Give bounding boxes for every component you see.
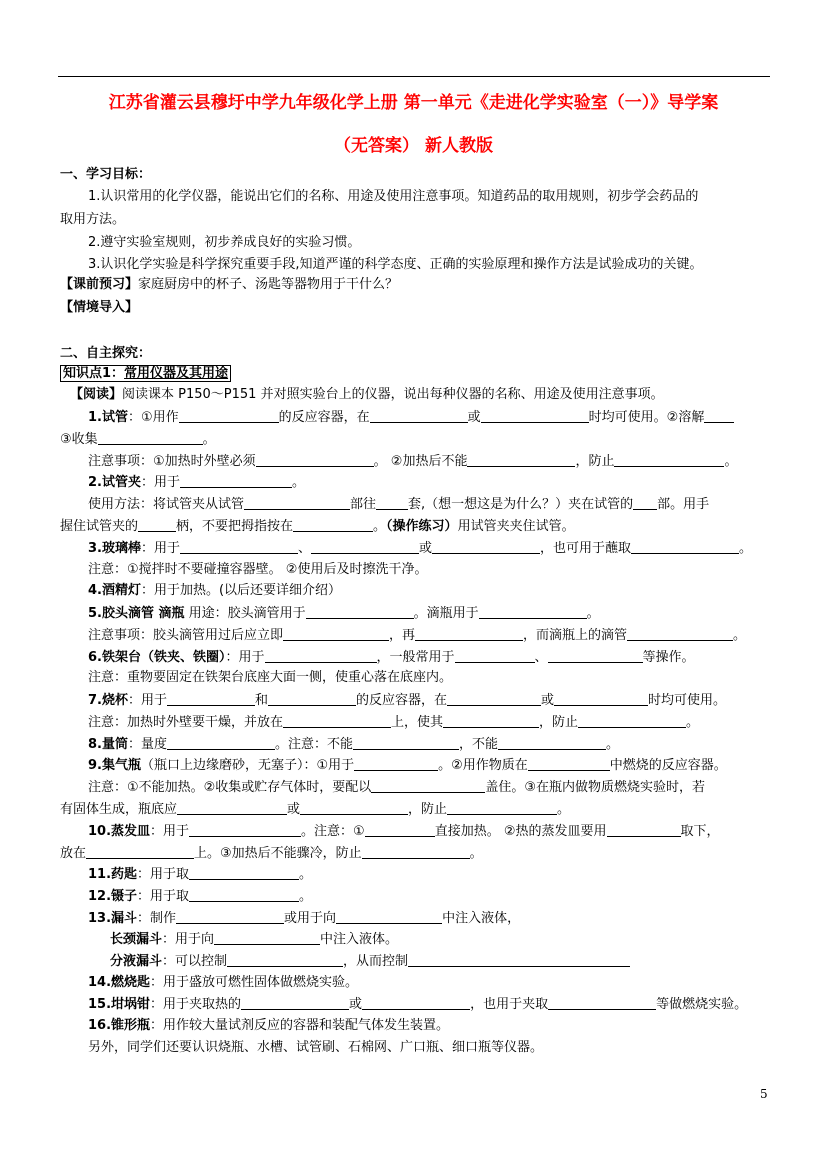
read-line (70, 387, 664, 403)
blank (306, 605, 414, 619)
text: 取下， (680, 824, 720, 839)
text: ：用于夹取热的 (150, 997, 242, 1012)
blank (283, 714, 391, 728)
text: ，不能 (459, 737, 499, 752)
blank (138, 518, 176, 532)
item-8-name: 8.量筒 (88, 737, 128, 752)
read-text: 阅读课本 P150～P151 并对照实验台上的仪器，说出每种仪器的名称、用途及使用注意事项。 (122, 387, 664, 402)
knowledge-point-1 (60, 366, 231, 382)
text: 中注入液体。 (320, 932, 399, 947)
text: 。 (469, 846, 483, 861)
item-6-name: 6.铁架台（铁夹、铁圈） (88, 650, 226, 665)
blank (447, 692, 541, 706)
item-5-line (88, 605, 600, 622)
text: 柄，不要把拇指按在 (176, 519, 294, 534)
text: ，再 (389, 628, 416, 643)
knowledge-title: 常用仪器及其用途 (124, 366, 229, 381)
text: 。 (739, 541, 753, 556)
long-funnel-name: 长颈漏斗 (110, 932, 163, 947)
document-title-line1: 江苏省灌云县穆圩中学九年级化学上册 第一单元《走进化学实验室（一）》导学案 (108, 93, 719, 113)
text: ：用于 (127, 693, 167, 708)
item-9-name: 9.集气瓶 (88, 758, 141, 773)
item-13-line (88, 910, 520, 927)
text: 用途：胶头滴管用于 (184, 606, 306, 621)
text: 放在 (60, 846, 87, 861)
objective-2: 2.遵守实验室规则，初步养成良好的实验习惯。 (88, 235, 361, 250)
text: ，防止 (575, 454, 615, 469)
text: 用试管夹夹住试管。 (457, 519, 575, 534)
item-2-name: 2.试管夹 (88, 475, 141, 490)
text: ：用于 (140, 541, 180, 556)
text: ，一般常用于 (376, 650, 455, 665)
text: ：用于 (225, 650, 265, 665)
blank (607, 823, 681, 837)
text: ：用于取 (137, 889, 190, 904)
text: ，而滴瓶上的滴管 (523, 628, 628, 643)
item-1-name: 1.试管 (88, 410, 128, 425)
item-11-name: 11.药匙 (88, 867, 138, 882)
item-9-notes (88, 779, 705, 796)
text: 上，使其 (391, 715, 444, 730)
text: ，从而控制 (343, 954, 409, 969)
blank (189, 866, 299, 880)
text: 直接加热。 ②热的蒸发皿要用 (434, 824, 607, 839)
blank (455, 649, 535, 663)
blank (631, 540, 739, 554)
item-1-line2 (60, 431, 216, 448)
blank (214, 931, 320, 945)
text: ：量度 (127, 737, 167, 752)
item-10-line2 (60, 845, 483, 862)
text: 。②用作物质在 (438, 758, 528, 773)
blank (353, 736, 459, 750)
item-15-name: 15.坩埚钳 (88, 997, 151, 1012)
text: 或 (541, 693, 555, 708)
header-rule (58, 76, 770, 77)
preview-line (60, 277, 398, 293)
text: 。 ②加热后不能 (373, 454, 468, 469)
text: ：用于向 (162, 932, 215, 947)
item-2-line (88, 474, 305, 491)
text: 或用于向 (284, 911, 337, 926)
item-5-notes (88, 627, 746, 644)
intro-label: 【情境导入】 (60, 300, 139, 315)
blank (614, 453, 724, 467)
text: 等操作。 (642, 650, 695, 665)
text: 。 (557, 802, 571, 817)
text: 。注意：① (301, 824, 365, 839)
knowledge-label: 知识点1： (63, 366, 125, 381)
item-2-usage (88, 496, 709, 513)
text: 。 (606, 737, 620, 752)
item-9-notes2 (60, 801, 570, 818)
text: 。 (299, 889, 313, 904)
text: 等做燃烧实验。 (656, 997, 748, 1012)
blank (362, 996, 470, 1010)
text: 或 (287, 802, 301, 817)
document-title-line2: （无答案） 新人教版 (334, 136, 493, 156)
blank (498, 736, 606, 750)
blank (167, 692, 255, 706)
text: ：用作较大量试剂反应的容器和装配气体发生装置。 (150, 1018, 450, 1033)
other-instruments: 另外，同学们还要认识烧瓶、水槽、试管刷、石棉网、广口瓶、细口瓶等仪器。 (88, 1040, 544, 1055)
item-6-notes: 注意：重物要固定在铁架台底座大面一侧，使重心落在底座内。 (88, 670, 453, 685)
text: ：用于 (150, 824, 190, 839)
text: 盖住。③在瓶内做物质燃烧实验时，若 (485, 780, 705, 795)
text: 或 (467, 410, 481, 425)
text: ，防止 (408, 802, 448, 817)
text: 。注意：不能 (275, 737, 354, 752)
item-10-name: 10.蒸发皿 (88, 824, 151, 839)
text: ，也用于夹取 (470, 997, 549, 1012)
text: ：用于 (140, 475, 180, 490)
text: 时均可使用。 (648, 693, 727, 708)
text: 中燃烧的反应容器。 (609, 758, 727, 773)
item-9-line (88, 757, 727, 774)
item-14-line (88, 975, 358, 991)
preview-text: 家庭厨房中的杯子、汤匙等器物用于干什么？ (138, 277, 399, 292)
item-8-line (88, 736, 619, 753)
text: 。 (202, 432, 216, 447)
text: 、 (534, 650, 548, 665)
item-11-line (88, 866, 312, 883)
item-7-name: 7.烧杯 (88, 693, 128, 708)
item-4-line (88, 583, 341, 599)
blank (578, 714, 686, 728)
item-15-line (88, 996, 747, 1013)
item-3-notes: 注意：①搅拌时不要碰撞容器壁。 ②使用后及时擦洗干净。 (88, 562, 428, 577)
page-number: 5 (760, 1087, 768, 1101)
text: ，防止 (539, 715, 579, 730)
text: 握住试管夹的 (60, 519, 139, 534)
item-1-notes (88, 453, 737, 470)
text: 。 (373, 519, 387, 534)
item-10-line (88, 823, 720, 840)
blank (227, 953, 343, 967)
blank (293, 518, 373, 532)
text: 使用方法：将试管夹从试管 (88, 497, 245, 512)
text: 。 (724, 454, 738, 469)
blank (554, 692, 648, 706)
item-16-line (88, 1018, 449, 1034)
item-13-long (110, 931, 398, 948)
text: 的反应容器，在 (356, 693, 448, 708)
blank (408, 953, 630, 967)
blank (415, 627, 523, 641)
blank (86, 845, 194, 859)
text: ：用于取 (137, 867, 190, 882)
text: 的反应容器，在 (278, 410, 370, 425)
blank (479, 605, 587, 619)
blank (300, 801, 408, 815)
item-2-usage2 (60, 518, 575, 535)
blank (371, 779, 485, 793)
blank (189, 888, 299, 902)
blank (180, 474, 292, 488)
text: 时均可使用。②溶解 (588, 410, 705, 425)
text: 。 (292, 475, 306, 490)
blank (432, 540, 540, 554)
text: 部。用手 (657, 497, 710, 512)
text: （瓶口上边缘磨砂，无塞子）：①用于 (140, 758, 355, 773)
blank (354, 757, 438, 771)
text: ，也可用于蘸取 (540, 541, 632, 556)
text: 上。③加热后不能骤冷，防止 (194, 846, 362, 861)
text: 或 (419, 541, 433, 556)
objective-1b: 取用方法。 (60, 212, 126, 227)
preview-label: 【课前预习】 (60, 277, 139, 292)
text: 中注入液体， (442, 911, 521, 926)
text: 部往 (350, 497, 377, 512)
text: 注意：①不能加热。②收集或贮存气体时，要配以 (88, 780, 372, 795)
text: 和 (255, 693, 269, 708)
blank (180, 540, 298, 554)
item-4-name: 4.酒精灯 (88, 583, 141, 598)
item-6-line (88, 649, 695, 666)
item-13-sep (110, 953, 630, 970)
text: 注意事项：胶头滴管用过后应立即 (88, 628, 284, 643)
blank (176, 910, 284, 924)
text: ：可以控制 (162, 954, 228, 969)
blank (177, 801, 287, 815)
text: 。 (299, 867, 313, 882)
item-1-line (88, 409, 734, 426)
text: 注意事项：①加热时外壁必须 (88, 454, 256, 469)
item-3-line (88, 540, 752, 557)
item-5-name: 5.胶头滴管 滴瓶 (88, 606, 185, 621)
blank (627, 627, 733, 641)
blank (167, 736, 275, 750)
blank (283, 627, 389, 641)
blank (548, 649, 643, 663)
blank (370, 409, 468, 423)
blank (189, 823, 301, 837)
text: ③收集 (60, 432, 98, 447)
knowledge-box (60, 365, 231, 382)
text: ：制作 (137, 911, 177, 926)
text: 。 (733, 628, 747, 643)
blank (481, 409, 589, 423)
text: 、 (298, 541, 312, 556)
blank (467, 453, 575, 467)
blank (179, 409, 279, 423)
item-16-name: 16.锥形瓶 (88, 1018, 151, 1033)
text: ：①用作 (127, 410, 179, 425)
blank (365, 823, 435, 837)
operation-practice-label: （操作练习） (386, 519, 458, 534)
item-7-notes (88, 714, 699, 731)
separatory-funnel-name: 分液漏斗 (110, 954, 163, 969)
blank (633, 496, 657, 510)
text: ：用于盛放可燃性固体做燃烧实验。 (150, 975, 359, 990)
blank (336, 910, 442, 924)
text: 有固体生成，瓶底应 (60, 802, 178, 817)
explore-heading: 二、自主探究： (60, 346, 152, 361)
blank (241, 996, 349, 1010)
item-14-name: 14.燃烧匙 (88, 975, 151, 990)
blank (265, 649, 377, 663)
blank (548, 996, 656, 1010)
objective-1a: 1.认识常用的化学仪器，能说出它们的名称、用途及使用注意事项。知道药品的取用规则，初步学会药品的 (88, 189, 699, 204)
blank (376, 496, 408, 510)
blank (268, 692, 356, 706)
item-7-line (88, 692, 726, 709)
text: 。 (586, 606, 600, 621)
text: 套,（想一想这是为什么？）夹在试管的 (408, 497, 634, 512)
item-12-name: 12.镊子 (88, 889, 138, 904)
blank (704, 409, 734, 423)
blank (443, 714, 539, 728)
blank (362, 845, 470, 859)
blank (528, 757, 610, 771)
text: ：用于加热。(以后还要详细介绍） (140, 583, 342, 598)
text: 或 (349, 997, 363, 1012)
objective-3: 3.认识化学实验是科学探究重要手段,知道严谨的科学态度、正确的实验原理和操作方法是试验成功的关键。 (88, 257, 703, 272)
item-13-name: 13.漏斗 (88, 911, 138, 926)
blank (447, 801, 557, 815)
text: 。滴瓶用于 (413, 606, 479, 621)
text: 。 (686, 715, 700, 730)
objectives-heading: 一、学习目标： (60, 167, 152, 182)
text: 注意：加热时外壁要干燥，并放在 (88, 715, 284, 730)
blank (256, 453, 374, 467)
blank (311, 540, 419, 554)
read-label: 【阅读】 (70, 387, 123, 402)
blank (244, 496, 350, 510)
blank (98, 431, 203, 445)
item-3-name: 3.玻璃棒 (88, 541, 141, 556)
item-12-line (88, 888, 312, 905)
